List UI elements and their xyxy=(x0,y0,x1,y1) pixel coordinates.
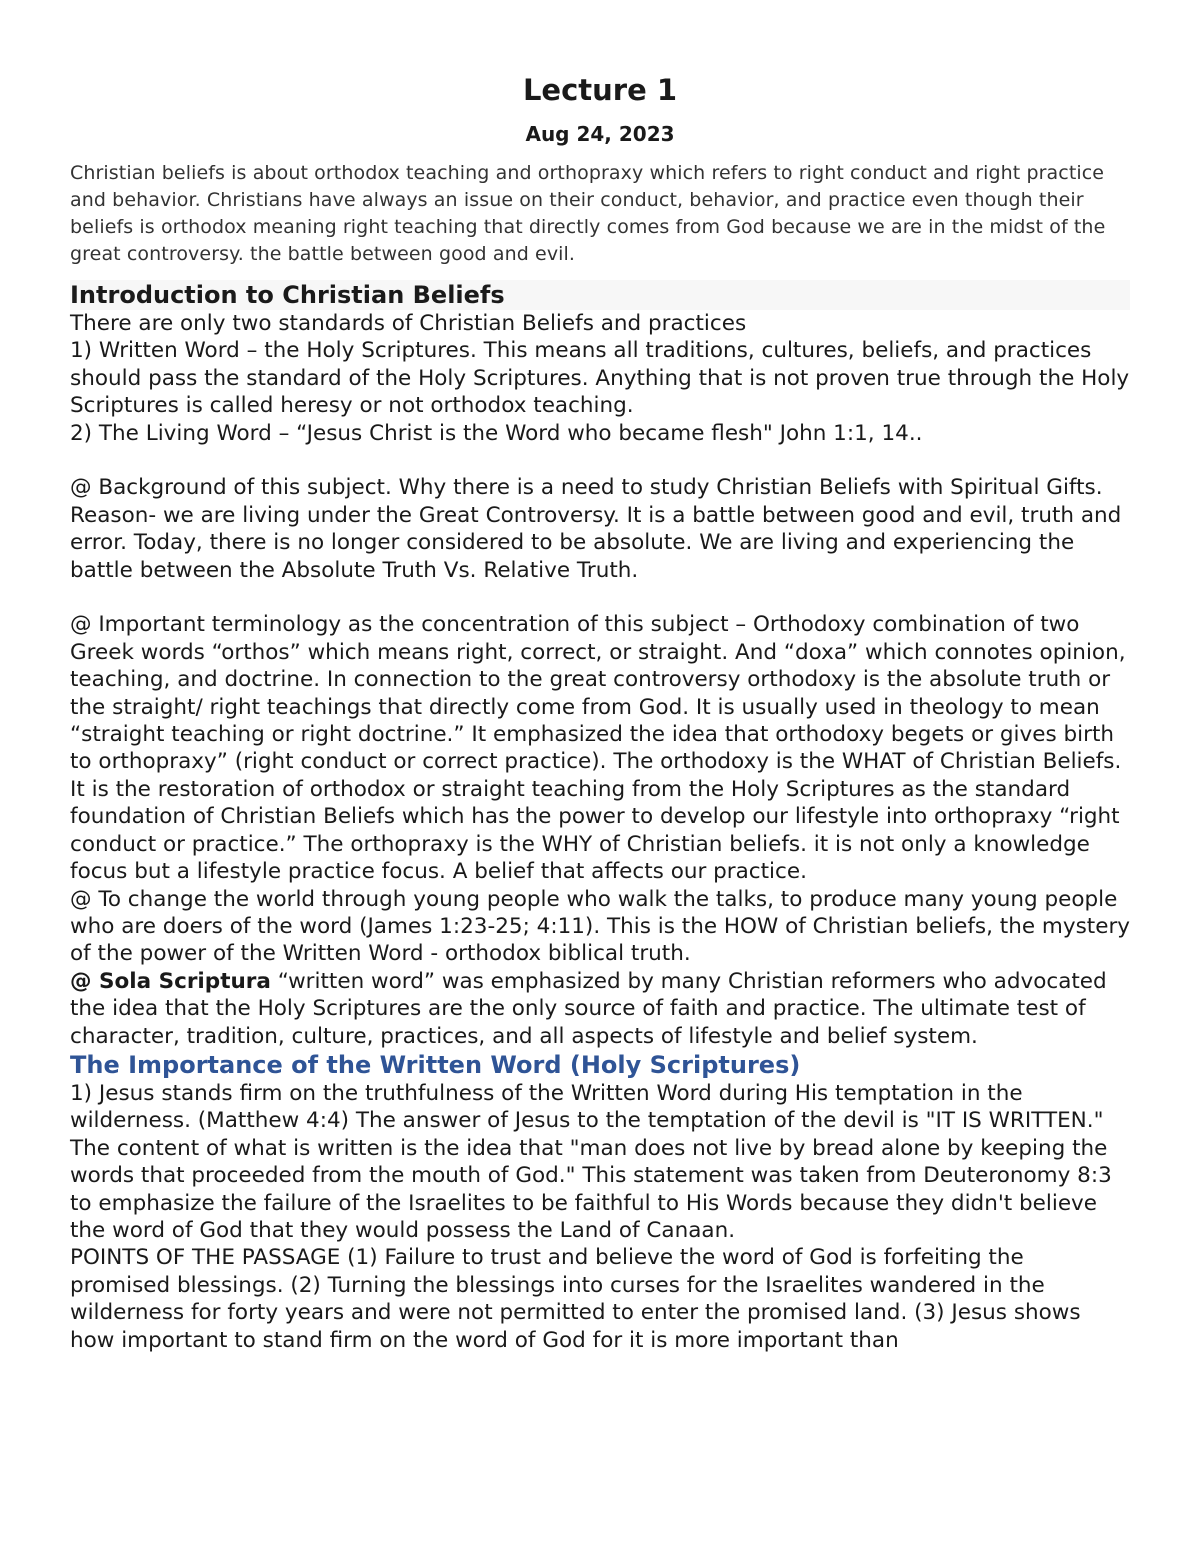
background-paragraph: @ Background of this subject. Why there is a need to study Christian Beliefs with Spiritual Gifts. Reason- we are living under the Great Controversy. It is a battle between good and evil, truth and error. Today, there is no longer considered to be absolute. We are living and experiencing the battle between the Absolute Truth Vs. Relative Truth. xyxy=(70,475,1122,583)
sola-scriptura-text: “written word” was emphasized by many Christian reformers who advocated the idea that the Holy Scriptures are the only source of faith and practice. The ultimate test of character, tradition, culture, practices, and all aspects of lifestyle and belief system. xyxy=(70,968,1107,1049)
spacer xyxy=(70,584,1130,611)
sola-scriptura-paragraph xyxy=(70,968,1130,1050)
page-title: Lecture 1 xyxy=(522,73,678,107)
sola-scriptura-term: @ Sola Scriptura xyxy=(70,968,271,994)
points-of-passage: POINTS OF THE PASSAGE (1) Failure to trust and believe the word of God is forfeiting the promised blessings. (2) Turning the blessings into curses for the Israelites wandered in the wilderness for forty years and were not permitted to enter the promised land. (3) Jesus shows how important to stand firm on the word of God for it is more important than xyxy=(70,1245,1081,1353)
section-heading-intro: Introduction to Christian Beliefs xyxy=(70,280,1130,310)
living-word-point: 2) The Living Word – “Jesus Christ is the Word who became flesh" John 1:1, 14.. xyxy=(70,420,923,446)
standards-line: There are only two standards of Christian Beliefs and practices xyxy=(70,311,747,336)
section-heading-written-word: The Importance of the Written Word (Holy Scriptures) xyxy=(70,1050,801,1079)
jesus-temptation-point: 1) Jesus stands firm on the truthfulness of the Written Word during His temptation in the wilderness. (Matthew 4:4) The answer of Jesus to the temptation of the devil is "IT IS WRITTEN." The content of what is written is the idea that "man does not live by bread alone by keeping the words that proceeded from the mouth of God." This statement was taken from Deuteronomy 8:3 to emphasize the failure of the Israelites to be faithful to His Words because they didn't believe the word of God that they would possess the Land of Canaan. xyxy=(70,1080,1112,1243)
spacer xyxy=(70,447,1130,474)
change-world-paragraph: @ To change the world through young people who walk the talks, to produce many young people who are doers of the word (James 1:23-25; 4:11). This is the HOW of Christian beliefs, the mystery of the power of the Written Word - orthodox biblical truth. xyxy=(70,886,1131,967)
intro-paragraph: Christian beliefs is about orthodox teaching and orthopraxy which refers to right conduct and right practice and behavior. Christians have always an issue on their conduct, behavior, and practice even though their beliefs is orthodox meaning right teaching that directly comes from God because we are in the midst of the great controversy. the battle between good and evil. xyxy=(70,162,1106,265)
written-word-point: 1) Written Word – the Holy Scriptures. This means all traditions, cultures, beliefs, and practices should pass the standard of the Holy Scriptures. Anything that is not proven true through the Holy Scriptures is called heresy or not orthodox teaching. xyxy=(70,338,1130,419)
lecture-date: Aug 24, 2023 xyxy=(525,122,675,146)
terminology-paragraph: @ Important terminology as the concentration of this subject – Orthodoxy combination of two Greek words “orthos” which means right, correct, or straight. And “doxa” which connotes opinion, teaching, and doctrine. In connection to the great controversy orthodoxy is the absolute truth or the straight/ right teachings that directly come from God. It is usually used in theology to mean “straight teaching or right doctrine.” It emphasized the idea that orthodoxy begets or gives birth to orthopraxy” (right conduct or correct practice). The orthodoxy is the WHAT of Christian Beliefs. It is the restoration of orthodox or straight teaching from the Holy Scriptures as the standard foundation of Christian Beliefs which has the power to develop our lifestyle into orthopraxy “right conduct or practice.” The orthopraxy is the WHY of Christian beliefs. it is not only a knowledge focus but a lifestyle practice focus. A belief that affects our practice. xyxy=(70,612,1126,885)
